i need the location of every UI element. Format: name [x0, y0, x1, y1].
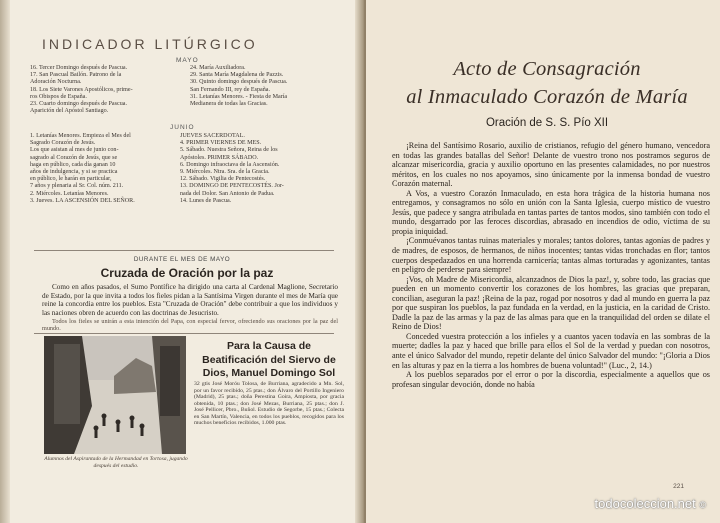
cruzada-paragraph-2: Todos los fieles se unirán a esta intención del Papa, con especial fervor, ofreciendo sus oraciones por la paz del mundo.	[42, 318, 338, 333]
calendar-entry: 14. Lunes de Pascua.	[180, 197, 232, 204]
june-calendar-column-2	[180, 133, 350, 205]
calendar-entry: 6. Domingo infraoctava de la Ascensión.	[180, 161, 280, 168]
watermark-text: todocoleccion.net	[594, 496, 696, 511]
calendar-entry: 24. María Auxiliadora.	[190, 65, 246, 71]
prayer-paragraph: ¡Conmuévanos tantas ruinas materiales y morales; tantos dolores, tantas agonías de padres y de madres, de esposos, de hermanos, de niños inocentes; tantas vidas tronchadas en flor; tantos cuerpos despedazados en una horrenda carnicería; tantas almas torturadas y agonizantes, tantas en peligro de perderse para siempre!	[392, 236, 710, 275]
calendar-entry: 30. Quinto domingo después de Pascua.	[190, 79, 288, 86]
month-heading-may: MAYO	[176, 57, 199, 64]
consecration-title-line-1: Acto de Consagración	[453, 58, 641, 80]
calendar-entry: Adoración Nocturna.	[30, 79, 82, 86]
calendar-entry: 3. Jueves. LA ASCENSIÓN DEL SEÑOR.	[30, 197, 135, 204]
photo-caption: Alumnos del Aspirantado de la Hermandad en Tortosa, jugando después del estudio.	[44, 456, 188, 469]
prayer-body	[392, 141, 710, 389]
cruzada-paragraph-1: Como en años pasados, el Sumo Pontífice ha dirigido una carta al Cardenal Maglione, Secretario de Estado, por la que invita a todos los fieles pidan a la Santísima Virgen durante el mes de María que reine la concordia entre los pueblos. Esta "Cruzada de Oración" debe contribuir a que los individuos y las naciones obren de acuerdo con las doctrinas de Jesucristo.	[42, 283, 338, 317]
beatification-donations-list: 32 gtis José Moróu Tolosa, de Burriana, agradecido a Mn. Sol, por un favor recibido, 25 ptas.; don Álvaro del Portillo Ingeniero (Madrid), 25 ptas.; doña Perestina Goira, Ampiosta, por gracia obtenida, 10 ptas.; don José Mezas, Burriana, 25 ptas.; don J. José Pellicer, Pbro., Buñol. Estudio de Segorbe, 15 ptas.; Colecta en San Martín, Valencia, en todos los pueblos, recogidos para los muchos beneficios recibidos, 1.000 ptas.	[194, 381, 344, 427]
calendar-entry: 1. Letanías Menores. Empieza el Mes del	[30, 133, 131, 139]
calendar-entry: 13. DOMINGO DE PENTECOSTÉS. Jor-	[180, 183, 284, 190]
prayer-paragraph: ¡Reina del Santísimo Rosario, auxilio de cristianos, refugio del género humano, vencedora en todas las grandes batallas del Señor! Delante de vuestro trono nos postramos seguros de alcanzar misericordia, gracia y auxilio oportuno en las presentes calamidades, no por nuestros méritos, en los cuales no nos apoyamos, sino únicamente por la inmensa bondad de vuestro Corazón maternal.	[392, 141, 710, 189]
calendar-entry: nada del Dolor. San Antonio de Padua.	[180, 190, 275, 197]
prayer-subtitle: Oración de S. S. Pío XII	[485, 117, 609, 129]
may-calendar-column-2	[190, 65, 350, 108]
calendar-entry: ros Obispos de España.	[30, 93, 87, 100]
beatification-title: Para la Causa de Beatificación del Siervo de Dios, Manuel Domingo Sol	[202, 340, 336, 379]
calendar-entry: 31. Letanías Menores. - Fiesta de María	[190, 93, 288, 100]
calendar-entry: 7 años y plenaria al Sr. Col. núm. 211.	[30, 183, 124, 190]
may-calendar-column-1	[30, 65, 188, 115]
left-page-edge-shadow	[0, 0, 10, 523]
calendar-entry: Medianera de todas las Gracias.	[190, 101, 268, 108]
page-number: 221	[673, 483, 684, 490]
month-heading-june: JUNIO	[170, 124, 195, 131]
calendar-entry: San Fernando III, rey de España.	[190, 86, 271, 93]
prayer-paragraph: ¡Vos, oh Madre de Misericordia, alcanzadnos de Dios la paz!, y, sobre todo, las gracias que pueden en un momento convertir los corazones de los hombres, las gracias que preparan, concilian, aseguran la paz! ¡Reina de la paz, rogad por nosotros y dad al mundo en guerra la paz por que suspiran los pueblos, la paz fundada en la verdad, en la justicia, en la caridad de Cristo. Dadle la paz de las armas y la paz de las almas para que en la tranquilidad del orden se dilate el Reino de Dios!	[392, 274, 710, 332]
calendar-entry: 9. Miércoles. Ntra. Sra. de la Gracia.	[180, 169, 270, 176]
calendar-entry: en público, le harán en particular,	[30, 176, 112, 183]
prayer-paragraph: A los pueblos separados por el error o por la discordia, especialmente a aquellos que os profesan singular devoción, donde no había	[392, 370, 710, 389]
todocoleccion-watermark	[595, 496, 706, 511]
june-calendar-column-1	[30, 133, 188, 205]
calendar-entry: Los que asistan al mes de junio con-	[30, 147, 119, 154]
calendar-entry: 18. Los Siete Varones Apostólicos, prime-	[30, 86, 133, 93]
calendar-entry: años de indulgencia, y si se practica	[30, 169, 118, 176]
calendar-entry: Apóstoles. PRIMER SÁBADO.	[180, 154, 259, 161]
calendar-entry: Sagrado Corazón de Jesús.	[30, 140, 96, 147]
left-page	[12, 0, 354, 523]
calendar-entry: 17. San Pascual Bailón. Patrono de la	[30, 72, 122, 79]
section-divider	[34, 333, 334, 334]
calendar-entry: 23. Cuarto domingo después de Pascua.	[30, 101, 127, 108]
calendar-entry: 2. Miércoles. Letanías Menores.	[30, 190, 109, 197]
consecration-title-line-2: al Inmaculado Corazón de María	[406, 86, 688, 108]
calendar-entry: sagrado al Corazón de Jesús, que se	[30, 154, 118, 161]
prayer-paragraph: Conceded vuestra protección a los infieles y a cuantos yacen todavía en las sombras de la muerte; dadles la paz y haced que brille para ellos el Sol de la verdad y puedan con nosotros, ante el único Salvador del mundo, repetir delante del único Salvador del mundo: "¡Gloria a Dios en las alturas y paz en la tierra a los hombres de buena voluntad!" (Luc., 2, 14.)	[392, 331, 710, 370]
students-photo	[44, 336, 186, 454]
prayer-paragraph: A Vos, a vuestro Corazón Inmaculado, en esta hora trágica de la historia humana nos entregamos, y consagramos no sólo en unión con la Santa Iglesia, cuerpo místico de vuestro Jesús, que padece y sangra atribulada en tantas partes de tantos modos, sino también con todo el mundo, desgarrado por las feroces discordias, abrasado en incendios de odio, víctima de su propia iniquidad.	[392, 188, 710, 236]
students-playing-photo-illustration	[44, 336, 186, 454]
calendar-entry: 16. Tercer Domingo después de Pascua.	[30, 65, 128, 71]
calendar-entry: 12. Sábado. Vigilia de Pentecostés.	[180, 176, 266, 183]
copyright-icon: ©	[699, 500, 706, 510]
calendar-entry: haga en público, cada día ganan 10	[30, 161, 116, 168]
cruzada-period-label: DURANTE EL MES DE MAYO	[133, 256, 231, 263]
calendar-entry: 29. Santa María Magdalena de Pazzis.	[190, 72, 284, 79]
calendar-entry: 4. PRIMER VIERNES DE MES.	[180, 140, 262, 147]
calendar-entry: Aparición del Apóstol Santiago.	[30, 108, 109, 115]
calendar-entry: 5. Sábado. Nuestra Señora, Reina de los	[180, 147, 278, 154]
liturgical-indicator-title: INDICADOR LITÚRGICO	[42, 36, 258, 52]
right-page	[380, 0, 714, 523]
calendar-entry: JUEVES SACERDOTAL.	[180, 133, 245, 139]
section-divider	[34, 250, 334, 251]
cruzada-title: Cruzada de Oración por la paz	[100, 266, 274, 280]
